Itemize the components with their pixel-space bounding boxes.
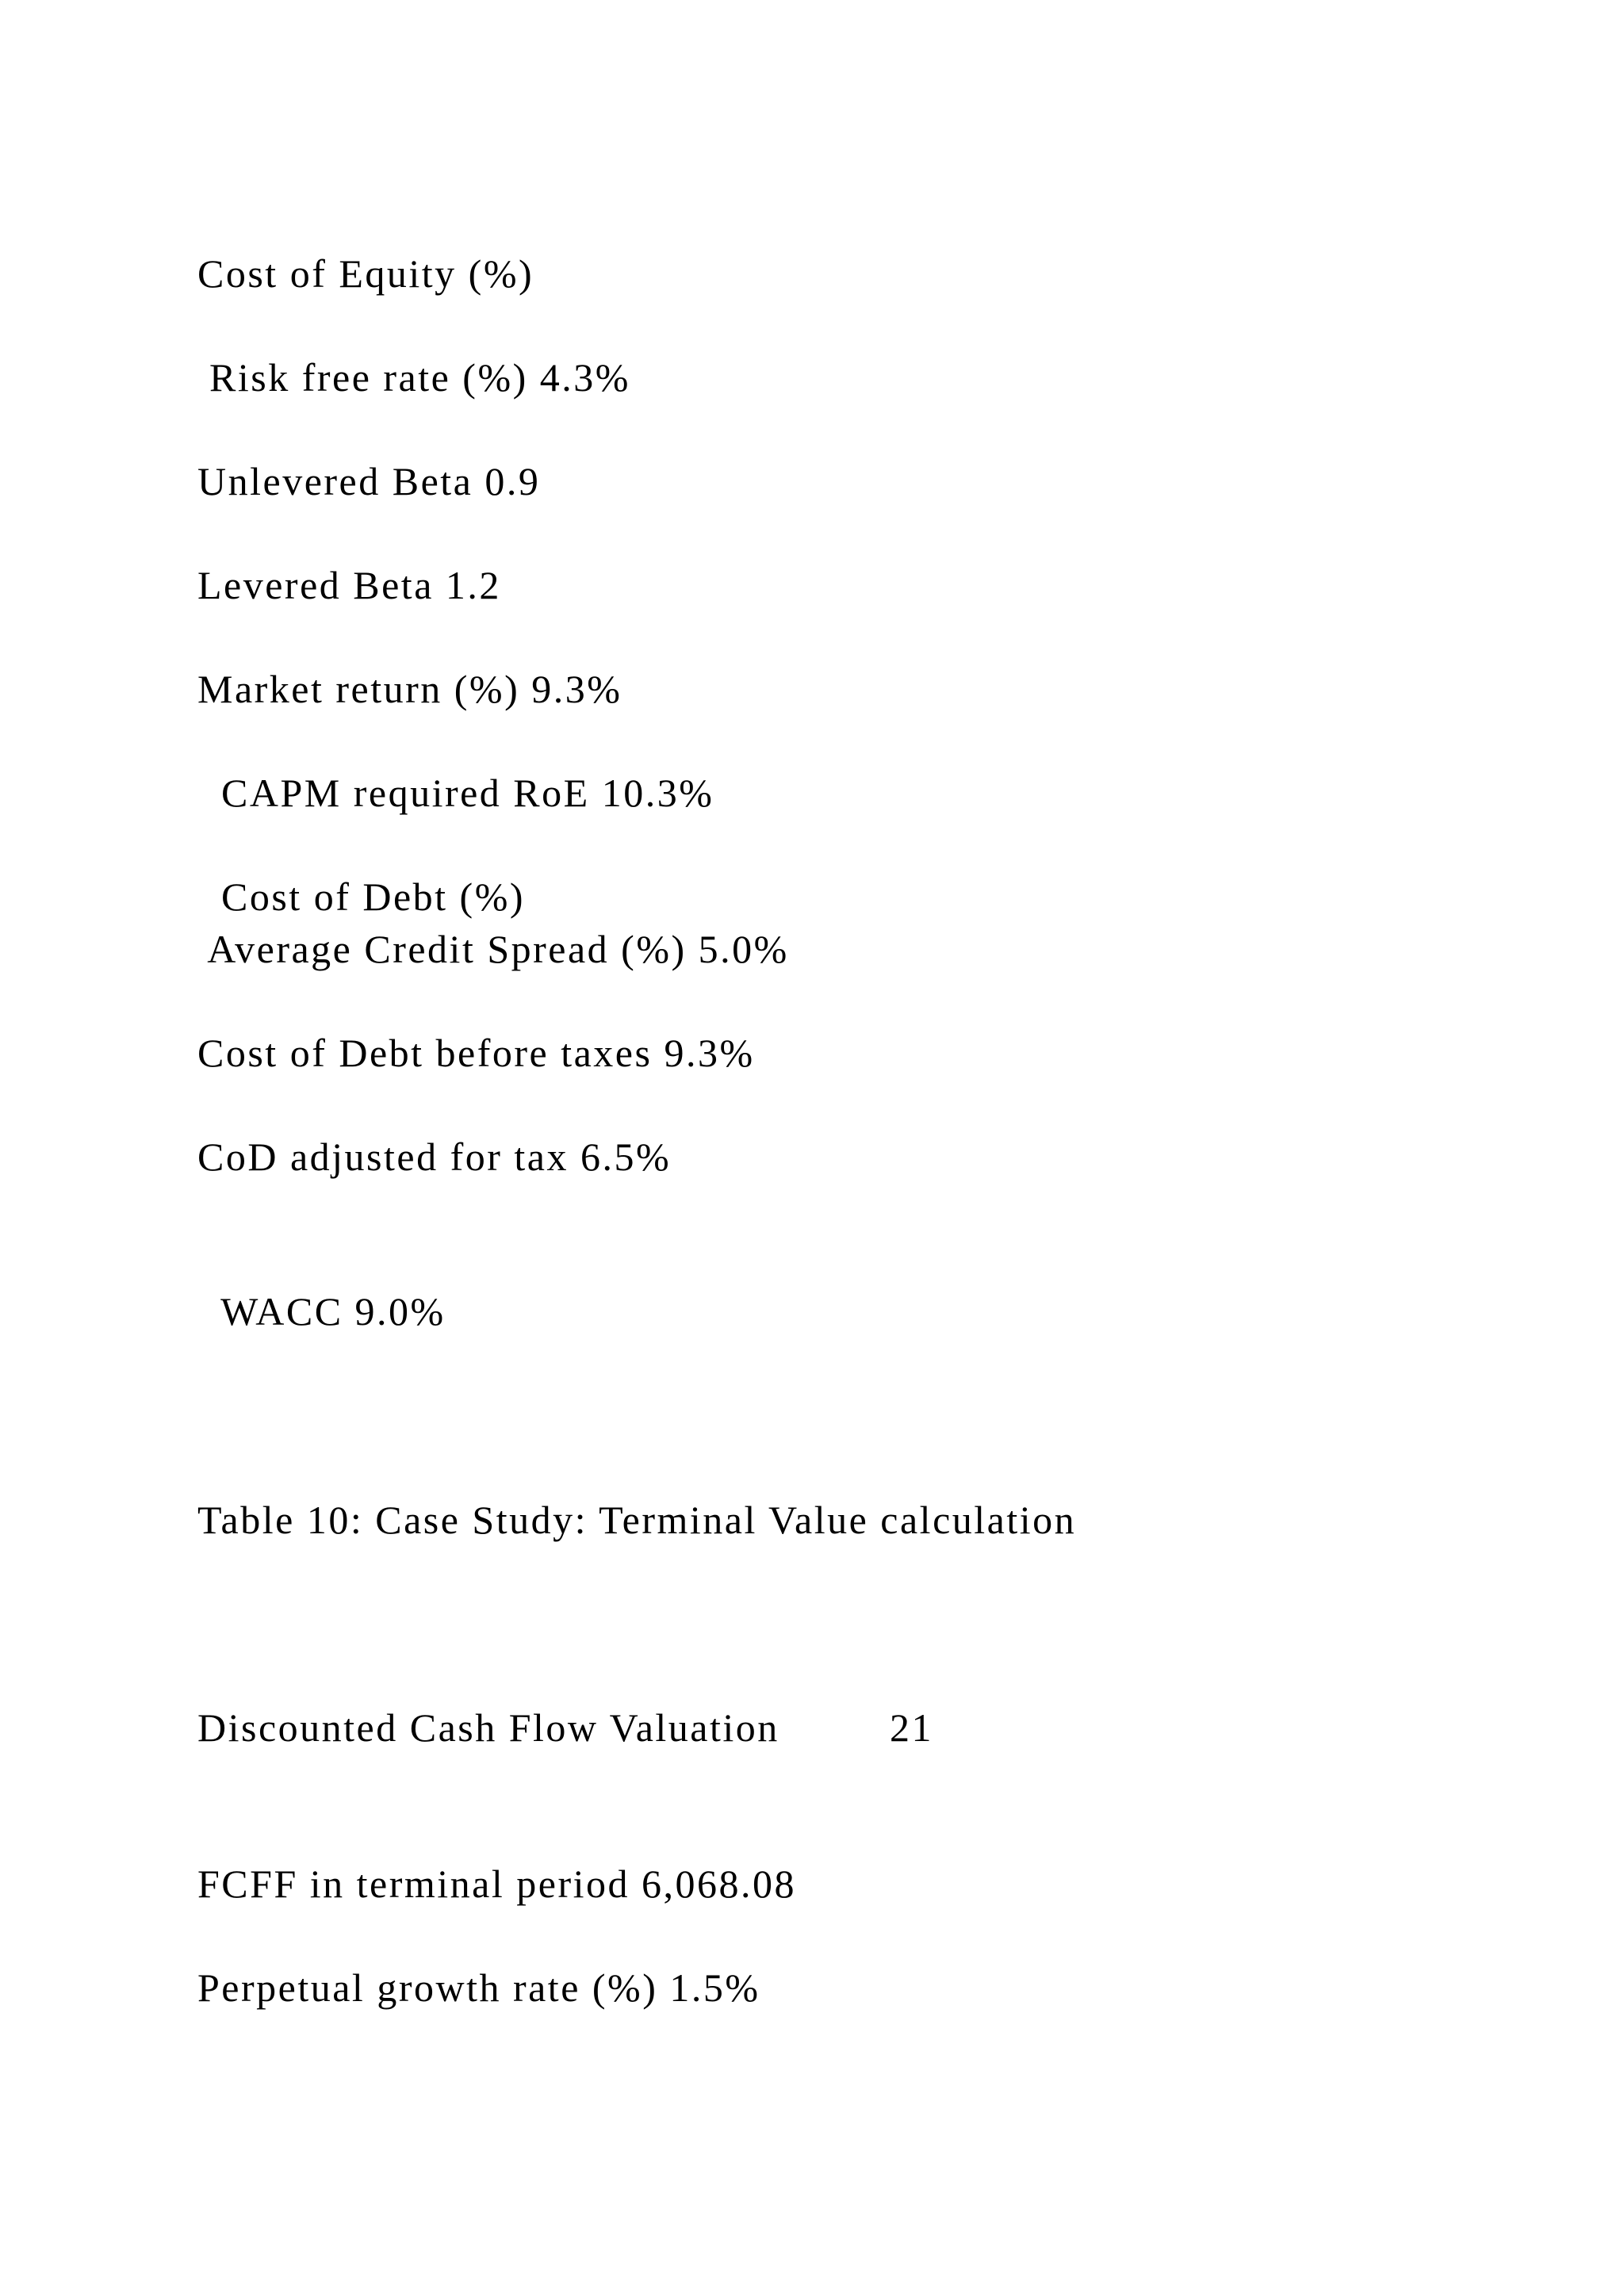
cost-of-debt-heading: Cost of Debt (%): [197, 874, 525, 919]
cod-adjusted-line: CoD adjusted for tax 6.5%: [197, 1135, 672, 1179]
fcff-terminal-line: FCFF in terminal period 6,068.08: [197, 1862, 796, 1906]
levered-beta-line: Levered Beta 1.2: [197, 563, 501, 607]
risk-free-rate-line: Risk free rate (%) 4.3%: [197, 355, 630, 400]
cost-of-equity-heading: Cost of Equity (%): [197, 251, 534, 296]
unlevered-beta-line: Unlevered Beta 0.9: [197, 459, 541, 503]
perpetual-growth-line: Perpetual growth rate (%) 1.5%: [197, 1965, 760, 2010]
capm-roe-line: CAPM required RoE 10.3%: [197, 771, 714, 815]
avg-credit-spread-line: Average Credit Spread (%) 5.0%: [197, 927, 789, 971]
page-number: 21: [890, 1705, 933, 1750]
cod-before-taxes-line: Cost of Debt before taxes 9.3%: [197, 1031, 755, 1075]
market-return-line: Market return (%) 9.3%: [197, 667, 622, 711]
wacc-line: WACC 9.0%: [197, 1289, 446, 1334]
table-caption: Table 10: Case Study: Terminal Value calculation: [197, 1498, 1077, 1542]
running-header-title: Discounted Cash Flow Valuation: [197, 1705, 779, 1750]
